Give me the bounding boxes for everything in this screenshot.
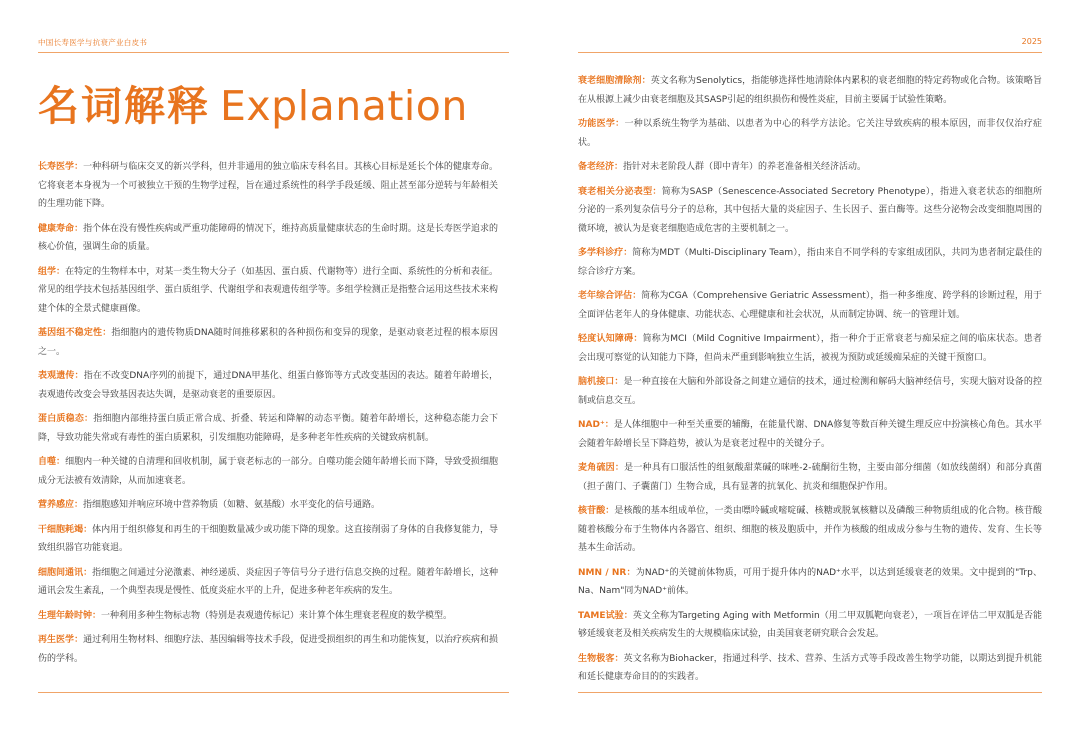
glossary-term: 核苷酸： (578, 506, 615, 516)
glossary-term: 组学： (38, 266, 66, 277)
glossary-definition: 为NAD⁺的关键前体物质，可用于提升体内的NAD⁺水平，以达到延缓衰老的效果。文中提到的"Trp、Na、Nam"同为NAD⁺前体。 (578, 567, 1042, 596)
glossary-term: 基因组不稳定性： (38, 328, 112, 338)
glossary-definition: 指细胞内的遗传物质DNA随时间推移累积的各种损伤和变异的现象，是驱动衰老过程的根本原因之一。 (38, 328, 498, 357)
glossary-entry (38, 631, 498, 668)
glossary-term: 表观遗传： (38, 371, 84, 381)
glossary-definition: 一种以系统生物学为基础、以患者为中心的科学方法论。它关注导致疾病的根本原因，而非仅仅治疗症状。 (578, 119, 1042, 148)
glossary-definition: 英文名称为Biohacker，指通过科学、技术、营养、生活方式等手段改善生物学功能，以期达到提升机能和延长健康寿命目的的实践者。 (578, 653, 1042, 682)
glossary-entry (578, 72, 1042, 109)
glossary-entry (578, 330, 1042, 367)
glossary-term: 营养感应： (38, 500, 84, 510)
glossary-entry (38, 158, 498, 214)
glossary-definition: 指个体在没有慢性疾病或严重功能障碍的情况下，维持高质量健康状态的生命时期。这是长寿医学追求的核心价值，强调生命的质量。 (38, 223, 498, 252)
year-header: 2025 (1021, 37, 1042, 46)
glossary-definition: 英文名称为Senolytics，指能够选择性地清除体内累积的衰老细胞的特定药物或化合物。该策略旨在从根源上减少由衰老细胞及其SASP引起的组织损伤和慢性炎症，目前主要属于试验性策略。 (578, 76, 1042, 105)
glossary-entry (578, 287, 1042, 324)
glossary-definition: 通过利用生物材料、细胞疗法、基因编辑等技术手段，促进受损组织的再生和功能恢复，以治疗疾病和损伤的学科。 (38, 635, 498, 664)
glossary-term: NMN / NR： (578, 567, 636, 578)
glossary-term: 功能医学： (578, 119, 625, 129)
glossary-entry (38, 367, 498, 404)
glossary-term: 衰老细胞清除剂： (578, 76, 651, 86)
glossary-definition: 是一种具有口服活性的组氨酸甜菜碱的咪唑-2-硫酮衍生物，主要由部分细菌（如放线菌纲）和部分真菌（担子菌门、子囊菌门）生物合成，具有显著的抗氧化、抗炎和细胞保护作用。 (578, 463, 1042, 492)
bottom-divider-right (578, 692, 1042, 693)
glossary-entry (38, 607, 498, 626)
glossary-definition: 简称为MCI（Mild Cognitive Impairment），指一种介于正常衰老与痴呆症之间的临床状态。患者会出现可察觉的认知能力下降，但尚未严重到影响独立生活，被视为预防或延缓痴呆症的关键干预窗口。 (578, 334, 1042, 363)
glossary-term: 轻度认知障碍： (578, 334, 643, 344)
glossary-definition: 指针对未老阶段人群（即中青年）的养老准备相关经济活动。 (623, 162, 867, 172)
page-title-en: Explanation (220, 82, 468, 130)
glossary-term: TAME试验： (578, 610, 633, 621)
glossary-entry (578, 373, 1042, 410)
glossary-entry (578, 115, 1042, 152)
glossary-entry (578, 244, 1042, 281)
glossary-entry (38, 564, 498, 601)
glossary-term: NAD⁺： (578, 420, 614, 430)
glossary-definition: 简称为SASP（Senescence-Associated Secretory Phenotype），指进入衰老状态的细胞所分泌的一系列复杂信号分子的总称，其中包括大量的炎症因子、生长因子、蛋白酶等。这些分泌物会改变细胞周围的微环境，被认为是衰老细胞造成危害的主要机制之一。 (578, 186, 1042, 234)
glossary-definition: 在特定的生物样本中，对某一类生物大分子（如基因、蛋白质、代谢物等）进行全面、系统性的分析和表征。常见的组学技术包括基因组学、蛋白质组学、代谢组学和表观遗传组学等。多组学检测正是指整合运用这些技术来构建个体的全景式健康画像。 (38, 266, 498, 314)
glossary-term: 生理年龄时钟： (38, 610, 102, 621)
glossary-entry (578, 564, 1042, 601)
glossary-entry (578, 416, 1042, 453)
glossary-term: 备老经济： (578, 162, 624, 172)
glossary-definition: 英文全称为Targeting Aging with Metformin（用二甲双胍靶向衰老），一项旨在评估二甲双胍是否能够延缓衰老及相关疾病发生的大规模临床试验，由美国衰老研究联合会发起。 (578, 610, 1042, 639)
glossary-entry (578, 459, 1042, 496)
glossary-entry (578, 650, 1042, 687)
glossary-definition: 是人体细胞中一种至关重要的辅酶，在能量代谢、DNA修复等数百种关键生理反应中扮演核心角色。其水平会随着年龄增长呈下降趋势，被认为是衰老过程中的关键分子。 (578, 420, 1042, 449)
glossary-term: 生物极客： (578, 653, 624, 664)
glossary-definition: 是一种直接在大脑和外部设备之间建立通信的技术，通过检测和解码大脑神经信号，实现大脑对设备的控制或信息交互。 (578, 377, 1042, 406)
glossary-column-right (578, 72, 1042, 693)
glossary-term: 老年综合评估： (578, 291, 642, 301)
glossary-definition: 细胞内一种关键的自清理和回收机制，属于衰老标志的一部分。自噬功能会随年龄增长而下降，导致受损细胞成分无法被有效清除，从而加速衰老。 (38, 457, 498, 486)
glossary-definition: 一种利用多种生物标志物（特别是表观遗传标记）来计算个体生理衰老程度的数学模型。 (101, 610, 453, 621)
glossary-term: 再生医学： (38, 635, 84, 645)
top-divider-left (38, 52, 509, 53)
glossary-column-left (38, 158, 498, 674)
glossary-definition: 是核酸的基本组成单位，一类由嘌呤碱或嘧啶碱、核糖或脱氧核糖以及磷酸三种物质组成的化合物。核苷酸随着核酸分布于生物体内各器官、组织、细胞的核及胞质中，并作为核酸的组成成分参与生物的遗传、发育、生长等基本生命活动。 (578, 506, 1042, 553)
glossary-entry (38, 453, 498, 490)
glossary-term: 长寿医学： (38, 162, 84, 172)
glossary-entry (38, 220, 498, 257)
glossary-entry (38, 410, 498, 447)
glossary-entry (578, 607, 1042, 644)
glossary-term: 干细胞耗竭： (38, 524, 93, 535)
glossary-definition: 简称为CGA（Comprehensive Geriatric Assessment），指一种多维度、跨学科的诊断过程，用于全面评估老年人的身体健康、功能状态、心理健康和社会状况，从而制定协调、统一的管理计划。 (578, 291, 1042, 320)
report-title-header: 中国长寿医学与抗衰产业白皮书 (38, 38, 148, 47)
glossary-entry (578, 158, 1042, 177)
page-title (38, 80, 468, 132)
glossary-definition: 指细胞之间通过分泌激素、神经递质、炎症因子等信号分子进行信息交换的过程。随着年龄增长，这种通讯会发生紊乱，一个典型表现是慢性、低度炎症水平的上升，促进多种老年疾病的发生。 (38, 567, 498, 596)
glossary-definition: 指细胞内部维持蛋白质正常合成、折叠、转运和降解的动态平衡。随着年龄增长，这种稳态能力会下降，导致功能失常或有毒性的蛋白质累积，引发细胞功能障碍，是多种老年性疾病的关键致病机制。 (38, 414, 498, 443)
glossary-entry (38, 521, 498, 558)
glossary-term: 衰老相关分泌表型： (578, 186, 662, 197)
glossary-definition: 体内用于组织修复和再生的干细胞数量减少或功能下降的现象。这直接削弱了身体的自我修复能力，导致组织器官功能衰退。 (38, 524, 498, 553)
glossary-definition: 简称为MDT（Multi-Disciplinary Team），指由来自不同学科的专家组成团队，共同为患者制定最佳的综合诊疗方案。 (578, 248, 1042, 277)
glossary-term: 麦角硫因： (578, 463, 625, 473)
glossary-entry (38, 324, 498, 361)
glossary-entry (578, 183, 1042, 239)
glossary-term: 脑机接口： (578, 377, 624, 387)
glossary-entry (38, 496, 498, 515)
page-title-zh: 名词解释 (38, 82, 210, 130)
glossary-definition: 指细胞感知并响应环境中营养物质（如糖、氨基酸）水平变化的信号通路。 (83, 500, 381, 510)
top-divider-right (578, 52, 1042, 53)
glossary-term: 细胞间通讯： (38, 567, 93, 578)
glossary-term: 多学科诊疗： (578, 248, 633, 258)
glossary-entry (38, 263, 498, 319)
glossary-term: 蛋白质稳态： (38, 414, 94, 424)
glossary-term: 自噬： (38, 457, 66, 467)
bottom-divider-left (38, 692, 509, 693)
glossary-term: 健康寿命： (38, 223, 84, 234)
glossary-definition: 指在不改变DNA序列的前提下，通过DNA甲基化、组蛋白修饰等方式改变基因的表达。随着年龄增长，表观遗传改变会导致基因表达失调，是驱动衰老的重要原因。 (38, 371, 498, 400)
glossary-entry (578, 502, 1042, 558)
glossary-definition: 一种科研与临床交叉的新兴学科，但并非通用的独立临床专科名目。其核心目标是延长个体的健康寿命。它将衰老本身视为一个可被独立干预的生物学过程，旨在通过系统性的科学手段延缓、阻止甚至部分逆转与年龄相关的生理功能下降。 (38, 162, 498, 209)
